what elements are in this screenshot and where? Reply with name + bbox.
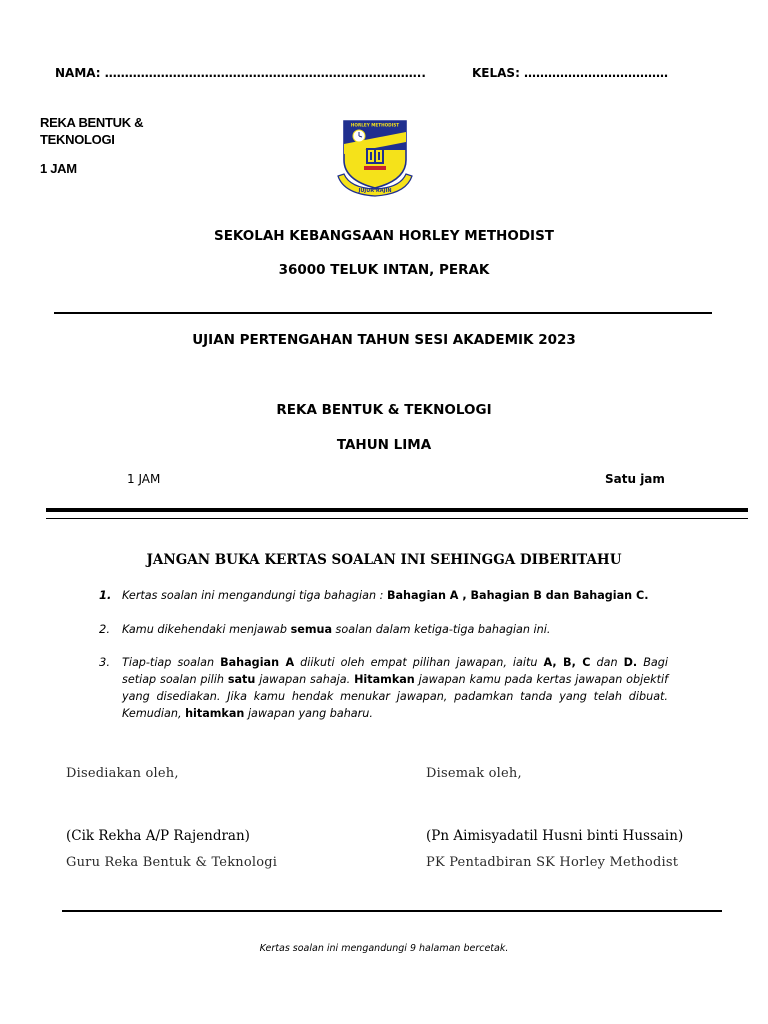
school-address: 36000 TELUK INTAN, PERAK <box>278 262 490 278</box>
side-subject-line2: TEKNOLOGI <box>40 132 115 147</box>
instruction-2 <box>122 621 668 638</box>
crest-banner: HORLEY METHODIST <box>350 122 400 128</box>
checked-by-label: Disemak oleh, <box>426 766 522 781</box>
thick-divider <box>46 508 748 512</box>
crest-motto: JUJUR RAJIN <box>358 188 392 194</box>
footer-divider <box>62 910 722 912</box>
school-name: SEKOLAH KEBANGSAAN HORLEY METHODIST <box>213 228 554 244</box>
thin-divider <box>46 518 748 519</box>
instruction-3: Tiap-tiap soalan Bahagian A diikuti oleh empat pilihan jawapan, iaitu A, B, C dan D. Bagi setiap soalan pilih satu jawapan sahaja. Hitamkan jawapan kamu pada kertas jawapan objektif yang disediakan. Jika kamu hendak menukar jawapan, padamkan tanda yang telah dibuat. Kemudian, hitamkan jawapan yang baharu. <box>122 656 669 720</box>
warning-heading: JANGAN BUKA KERTAS SOALAN INI SEHINGGA DIBERITAHU <box>146 552 622 568</box>
instruction-1-text: Kertas soalan ini mengandungi tiga bahagian : <box>122 589 387 602</box>
prepared-by-role: Guru Reka Bentuk & Teknologi <box>66 855 278 870</box>
instruction-2-text: Kamu dikehendaki menjawab <box>122 623 291 636</box>
instruction-2-bold: semua <box>290 623 332 636</box>
instruction-2-text-end: soalan dalam ketiga-tiga bahagian ini. <box>332 623 551 636</box>
header-divider <box>54 312 712 314</box>
instruction-number-2: 2. <box>99 622 110 636</box>
exam-duration-right: Satu jam <box>605 472 665 486</box>
side-subject-line1: REKA BENTUK & <box>40 115 144 130</box>
checked-by-name: (Pn Aimisyadatil Husni binti Hussain) <box>426 828 684 844</box>
instruction-number-1: 1. <box>99 588 112 602</box>
exam-title: UJIAN PERTENGAHAN TAHUN SESI AKADEMIK 2023 <box>192 332 576 348</box>
school-crest-logo <box>334 118 416 198</box>
prepared-by-label: Disediakan oleh, <box>66 766 179 781</box>
instruction-1 <box>122 587 668 604</box>
side-duration: 1 JAM <box>40 161 77 176</box>
side-subject <box>40 114 143 148</box>
instruction-number-3: 3. <box>99 655 110 669</box>
class-field[interactable]: KELAS: ……………………………… <box>472 66 669 80</box>
name-field[interactable]: NAMA: …………………………………………………………………….. <box>55 66 426 80</box>
exam-duration-left: 1 JAM <box>127 472 161 486</box>
prepared-by-name: (Cik Rekha A/P Rajendran) <box>66 828 250 844</box>
page-count-note: Kertas soalan ini mengandungi 9 halaman bercetak. <box>259 943 509 954</box>
checked-by-role: PK Pentadbiran SK Horley Methodist <box>426 855 679 870</box>
exam-year: TAHUN LIMA <box>336 437 432 453</box>
instruction-1-bold: Bahagian A , Bahagian B dan Bahagian C. <box>386 589 649 602</box>
exam-subject: REKA BENTUK & TEKNOLOGI <box>276 402 492 418</box>
